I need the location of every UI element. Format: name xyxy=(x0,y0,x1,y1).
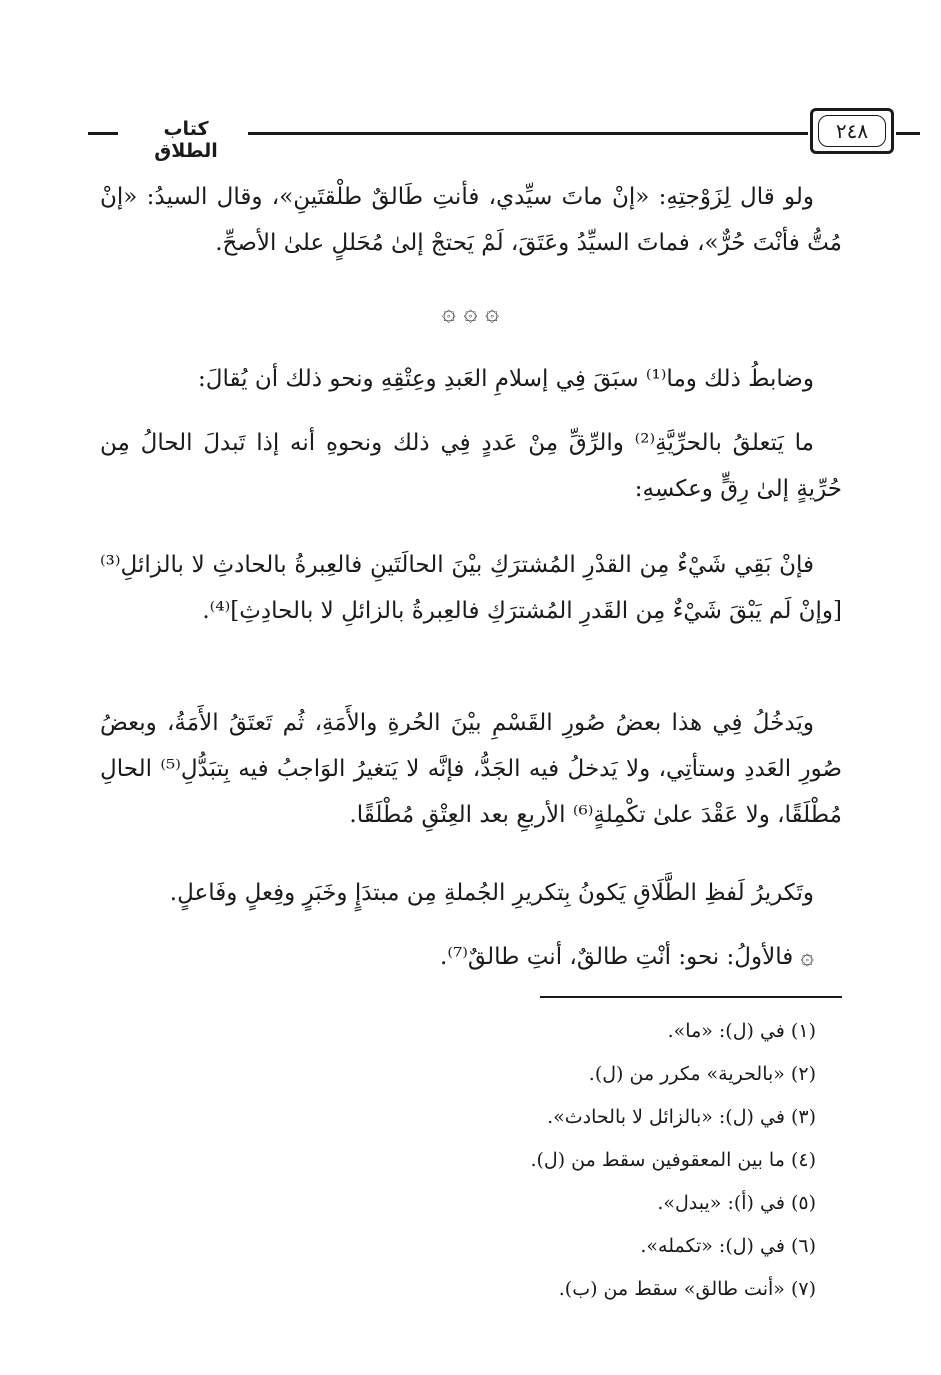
paragraph-6: وتَكريرُ لَفظِ الطَّلَاقِ يَكونُ بِتكريرِ الجُملةِ مِن مبتدَإٍ وخَبَرٍ وفِعلٍ وفَاعلٍ. xyxy=(169,880,814,906)
footnotes xyxy=(100,1010,816,1311)
page-number-frame xyxy=(810,108,894,154)
paragraph-5: ويَدخُلُ فِي هذا بعضُ صُورِ القَسْمِ بيْنَ الحُرةِ والأَمَةِ، ثُم تَعتَقُ الأَمَةُ، وبعضُ صُورِ العَددِ وستأتِي، ولا يَدخلُ فيه الجَدُّ، فإنَّه لا يَتغيرُ الوَاجبُ فيه بِتبَدُّلِ⁽⁵⁾ الحالِ مُطْلَقًا، ولا عَقْدَ علىٰ تكْمِلةٍ⁽⁶⁾ الأربعِ بعد العِتْقِ مُطْلَقًا. xyxy=(100,710,842,828)
page-number: ٢٤٨ xyxy=(818,115,886,147)
footnote-2: (٢) «بالحرية» مكرر من (ل). xyxy=(588,1063,816,1085)
footnote-7: (٧) «أنت طالق» سقط من (ب). xyxy=(558,1278,816,1300)
paragraph-7: ۞ فالأولُ: نحو: أنْتِ طالقٌ، أنتِ طالقٌ⁽⁷⁾. xyxy=(440,944,814,970)
footnote-5: (٥) في (أ): «يبدل». xyxy=(657,1192,816,1214)
running-header xyxy=(88,108,869,162)
paragraph-1: ولو قال لِزَوْجتِهِ: «إنْ ماتَ سيِّدي، فأنتِ طَالقٌ طلْقتَينِ»، وقال السيدُ: «إنْ مُتُّ فأنْتَ حُرٌّ»، فماتَ السيِّدُ وعَتَقَ، لَمْ يَحتجْ إلىٰ مُحَللٍ علىٰ الأصحِّ. xyxy=(100,184,842,256)
paragraph-3: ما يَتعلقُ بالحرِّيَّةِ⁽²⁾ والرِّقِّ مِنْ عَددٍ فِي ذلك ونحوهِ أنه إذا تَبدلَ الحالُ مِن حُرِّيةٍ إلىٰ رِقٍّ وعكسِهِ: xyxy=(100,430,842,502)
footnote-6: (٦) في (ل): «تكمله». xyxy=(640,1235,816,1257)
footnote-separator xyxy=(540,996,842,998)
footnote-3: (٣) في (ل): «بالزائل لا بالحادث». xyxy=(547,1106,816,1128)
section-divider-ornament: ۞ ۞ ۞ xyxy=(441,298,500,326)
paragraph-2: وضابطُ ذلك وما⁽¹⁾ سبَقَ فِي إسلامِ العَبدِ وعِتْقِهِ ونحو ذلك أن يُقالَ: xyxy=(198,366,814,392)
paragraph-4: فإنْ بَقِي شَيْءٌ مِن القدْرِ المُشترَكِ بيْنَ الحالَتَينِ فالعِبرةُ بالحادثِ لا بالزائلِ⁽³⁾ [وإنْ لَم يَبْقَ شَيْءٌ مِن القَدرِ المُشترَكِ فالعِبرةُ بالزائلِ لا بالحادِثِ]⁽⁴⁾. xyxy=(100,552,842,624)
header-title: كتاب الطلاق xyxy=(130,118,242,162)
header-rule-left xyxy=(88,132,118,135)
footnote-1: (١) في (ل): «ما». xyxy=(667,1020,816,1042)
header-rule-right xyxy=(896,132,920,135)
header-rule xyxy=(248,132,808,135)
footnote-4: (٤) ما بين المعقوفين سقط من (ل). xyxy=(530,1149,816,1171)
